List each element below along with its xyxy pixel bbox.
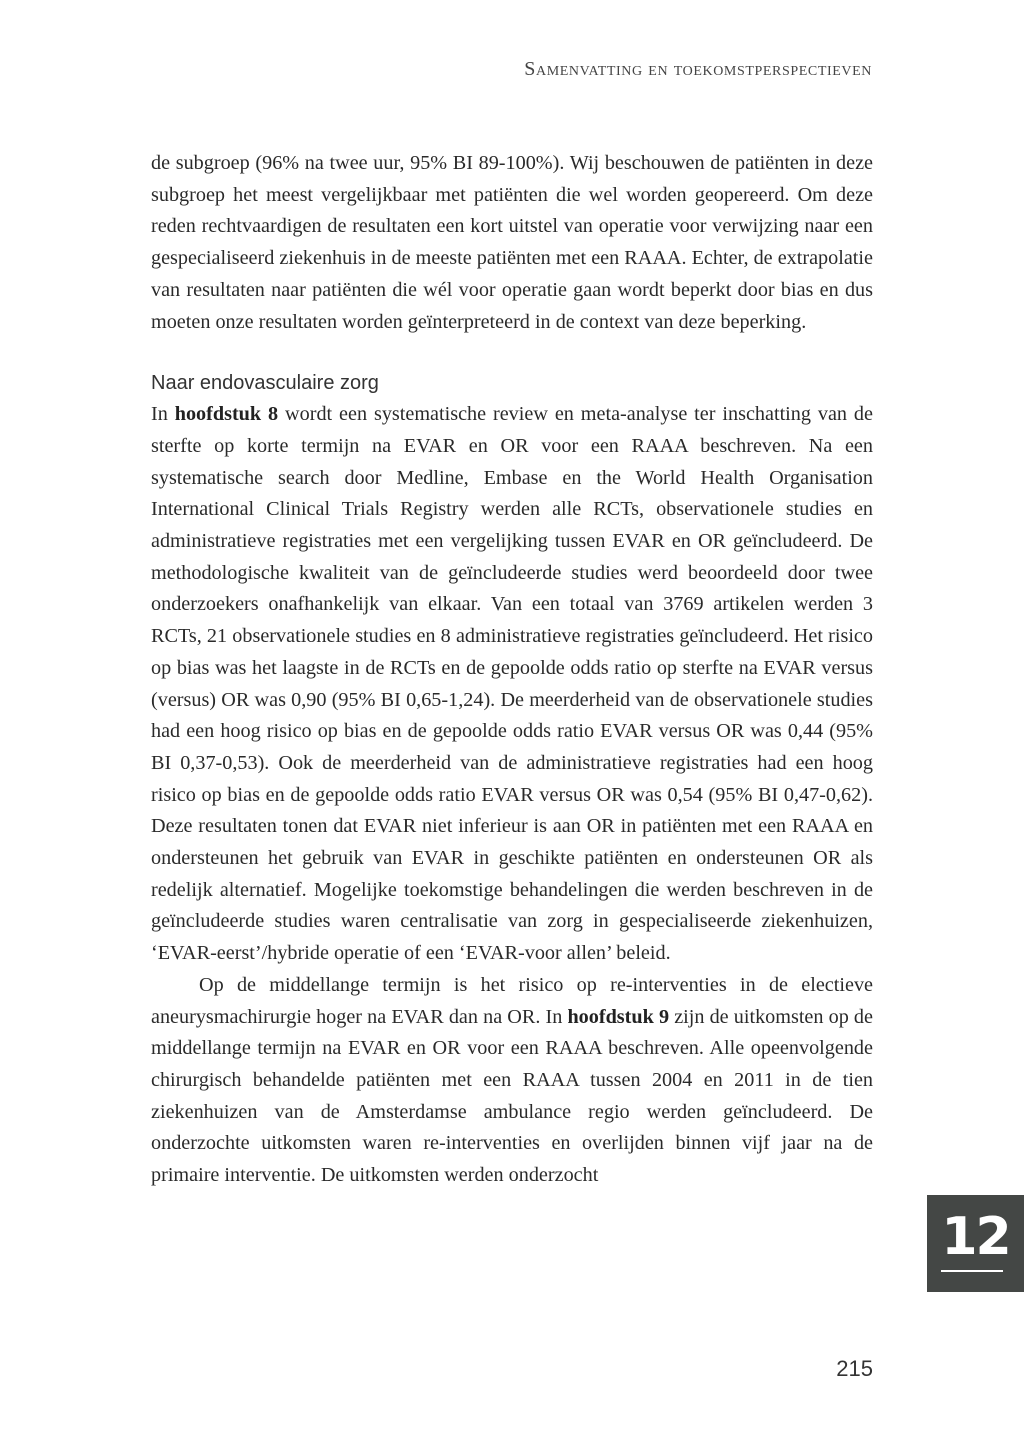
paragraph-subgroup: de subgroep (96% na twee uur, 95% BI 89-100%). Wij beschouwen de patiënten in deze subgroep het meest vergelijkbaar met patiënten die wel worden geopereerd. Om deze reden rechtvaardigen de resultaten een kort uitstel van operatie voor verwijzing naar een gespecialiseerd ziekenhuis in de meeste patiënten met een RAAA. Echter, de extrapolatie van resultaten naar patiënten die wél voor operatie gaan wordt beperkt door bias en dus moeten onze resultaten worden geïnterpreteerd in de context van deze beperking. xyxy=(151,152,873,333)
chapter-underline xyxy=(941,1270,1003,1272)
paragraph-text: zijn de uitkomsten op de middellange termijn na EVAR en OR voor een RAAA beschreven. Alle opeenvolgende chirurgisch behandelde patiënten met een RAAA tussen 2004 en 2011 in de tien ziekenhuizen van de Amsterdamse ambulance regio werden geïncludeerd. De onderzochte uitkomsten waren re-interventies en overlijden binnen vijf jaar na de primaire interventie. De uitkomsten werden onderzocht xyxy=(151,1005,873,1187)
page-body xyxy=(151,148,873,1192)
paragraph-prefix: Op de middellange termijn is het risico op re-interventies in de electieve aneurysmachirurgie hoger na EVAR dan na OR. In xyxy=(151,973,873,1028)
page-number: 215 xyxy=(836,1356,873,1381)
chapter-tab xyxy=(927,1195,1024,1292)
chapter-reference: hoofdstuk 9 xyxy=(567,1005,670,1028)
paragraph-text: wordt een systematische review en meta-analyse ter inschatting van de sterfte op korte termijn na EVAR en OR voor een RAAA beschreven. Na een systematische search door Medline, Embase en the World Health Organisation International Clinical Trials Registry werden alle RCTs, observationele studies en administratieve registraties met een vergelijking tussen EVAR en OR geïncludeerd. De methodologische kwaliteit van de geïncludeerde studies werd beoordeeld door twee onderzoekers onafhankelijk van elkaar. Van een totaal van 3769 artikelen werden 3 RCTs, 21 observationele studies en 8 administratieve registraties geïncludeerd. Het risico op bias was het laagste in de RCTs en de gepoolde odds ratio op sterfte na EVAR versus (versus) OR was 0,90 (95% BI 0,65-1,24). De meerderheid van de observationele studies had een hoog risico op bias en de gepoolde odds ratio EVAR versus OR was 0,44 (95% BI 0,37-0,53). Ook de meerderheid van de administratieve registraties had een hoog risico op bias en de gepoolde odds ratio EVAR versus OR was 0,54 (95% BI 0,47-0,62). Deze resultaten tonen dat EVAR niet inferieur is aan OR in patiënten met een RAAA en ondersteunen het gebruik van EVAR in geschikte patiënten en ondersteunen OR als redelijk alternatief. Mogelijke toekomstige behandelingen die werden beschreven in de geïncludeerde studies waren centralisatie van zorg in gespecialiseerde ziekenhuizen, ‘EVAR-eerst’/hybride operatie of een ‘EVAR-voor allen’ beleid. xyxy=(151,403,873,965)
paragraph-chapter-9 xyxy=(151,970,873,1192)
section-gap xyxy=(151,338,873,368)
chapter-number: 12 xyxy=(941,1207,1010,1267)
paragraph-chapter-8 xyxy=(151,399,873,970)
paragraph-prefix: In xyxy=(151,403,175,426)
section-heading: Naar endovasculaire zorg xyxy=(151,372,379,395)
chapter-reference: hoofdstuk 8 xyxy=(174,403,279,426)
running-head: Samenvatting en toekomstperspectieven xyxy=(524,58,872,80)
